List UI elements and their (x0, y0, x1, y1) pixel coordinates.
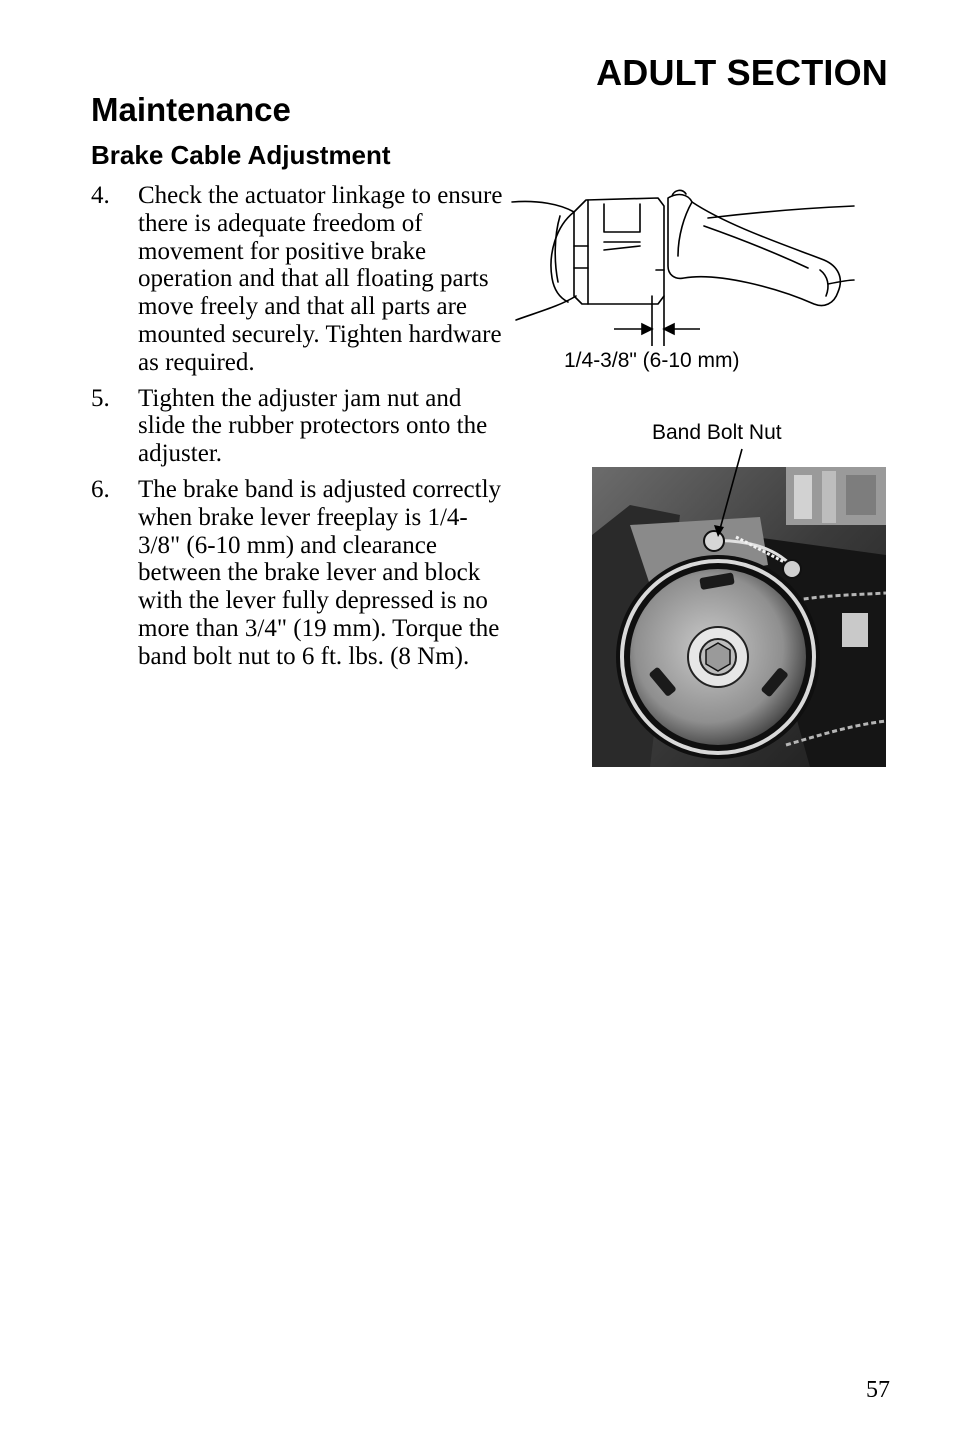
brake-band-photo (590, 445, 886, 767)
freeplay-dimension-label: 1/4-3/8" (6-10 mm) (564, 349, 740, 372)
step-item (91, 182, 511, 377)
step-item (91, 476, 511, 671)
step-number: 6. (91, 475, 110, 503)
section-subtitle: Brake Cable Adjustment (91, 140, 391, 170)
brake-lever-illustration (508, 186, 860, 346)
section-header: ADULT SECTION (596, 52, 888, 93)
instruction-steps (91, 182, 511, 679)
step-text: Tighten the adjuster jam nut and slide the rubber protectors onto the adjuster. (138, 384, 488, 468)
step-number: 5. (91, 384, 110, 412)
step-text: The brake band is adjusted correctly when brake lever freeplay is 1/4- 3/8" (6-10 mm) and clearance between the brake lever and block with the lever fully depressed is no more than 3/4" (19 mm). Torque the band bolt nut to 6 ft. lbs. (8 Nm). (138, 475, 502, 670)
step-item (91, 385, 511, 468)
page-number: 57 (866, 1377, 890, 1403)
band-bolt-nut-label: Band Bolt Nut (652, 421, 782, 444)
page-title: Maintenance (91, 91, 291, 128)
step-number: 4. (91, 182, 110, 209)
step-text: Check the actuator linkage to ensure there is adequate freedom of movement for positive brake operation and that all floating parts move freely and that all parts are mounted securely. Tighten hardware as required. (138, 182, 503, 376)
